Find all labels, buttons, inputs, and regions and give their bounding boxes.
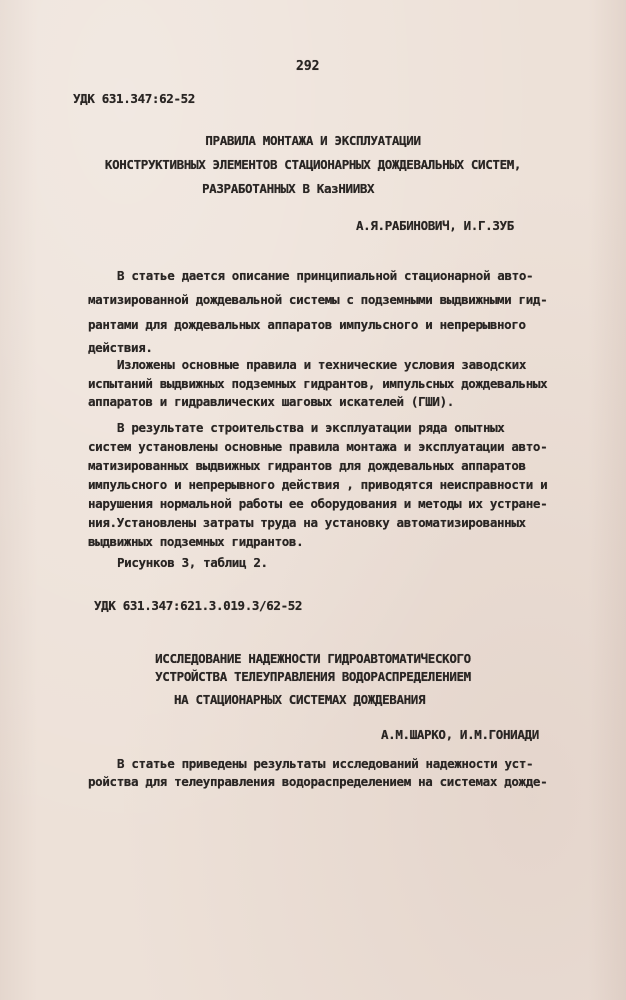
article1-figures-note: Рисунков 3, таблиц 2. [117, 555, 268, 570]
article1-abstract-line-6: испытаний выдвижных подземных гидрантов, импульсных дождевальных [88, 376, 548, 391]
article2-title-line-3: НА СТАЦИОНАРНЫХ СИСТЕМАХ ДОЖДЕВАНИЯ [174, 692, 426, 707]
article1-abstract-line-3: рантами для дождевальных аппаратов импульсного и непрерывного [88, 317, 526, 332]
article2-udk: УДК 631.347:621.3.019.3/62-52 [94, 598, 303, 613]
article1-abstract-line-11: импульсного и непрерывного действия , приводятся неисправности и [88, 477, 548, 492]
article1-abstract-line-12: нарушения нормальной работы ее оборудования и методы их устране- [88, 496, 548, 511]
article1-abstract-line-14: выдвижных подземных гидрантов. [88, 534, 304, 549]
article1-abstract-line-8: В результате строительства и эксплуатации ряда опытных [117, 420, 505, 435]
article2-title-line-2: УСТРОЙСТВА ТЕЛЕУПРАВЛЕНИЯ ВОДОРАСПРЕДЕЛЕНИЕМ [155, 669, 471, 684]
article1-abstract-line-1: В статье дается описание принципиальной стационарной авто- [117, 268, 534, 283]
article1-title-line-2: КОНСТРУКТИВНЫХ ЭЛЕМЕНТОВ СТАЦИОНАРНЫХ ДОЖДЕВАЛЬНЫХ СИСТЕМ, [104, 157, 522, 172]
article1-abstract-line-4: действия. [88, 340, 153, 355]
article1-udk: УДК 631.347:62-52 [73, 91, 195, 106]
article1-abstract-line-10: матизированных выдвижных гидрантов для дождевальных аппаратов [88, 458, 526, 473]
article1-abstract-line-13: ния.Установлены затраты труда на установку автоматизированных [88, 515, 526, 530]
article2-abstract-line-2: ройства для телеуправления водораспределением на системах дожде- [88, 774, 548, 789]
article1-title-line-1: ПРАВИЛА МОНТАЖА И ЭКСПЛУАТАЦИИ [205, 133, 421, 148]
article2-abstract-line-1: В статье приведены результаты исследований надежности уст- [117, 756, 534, 771]
article1-abstract-line-2: матизированной дождевальной системы с подземными выдвижными гид- [88, 292, 548, 307]
article1-abstract-line-5: Изложены основные правила и технические условия заводских [117, 357, 527, 372]
page-number: 292 [296, 59, 320, 74]
article1-abstract-line-9: систем установлены основные правила монтажа и эксплуатации авто- [88, 439, 548, 454]
article2-title-line-1: ИССЛЕДОВАНИЕ НАДЕЖНОСТИ ГИДРОАВТОМАТИЧЕСКОГО [155, 651, 471, 666]
article1-abstract-line-7: аппаратов и гидравлических шаговых искателей (ГШИ). [88, 394, 454, 409]
article2-authors: А.М.ШАРКО, И.М.ГОНИАДИ [381, 727, 539, 742]
article1-title-line-3: РАЗРАБОТАННЫХ В КазНИИВХ [202, 181, 375, 196]
article1-authors: А.Я.РАБИНОВИЧ, И.Г.ЗУБ [356, 218, 514, 233]
